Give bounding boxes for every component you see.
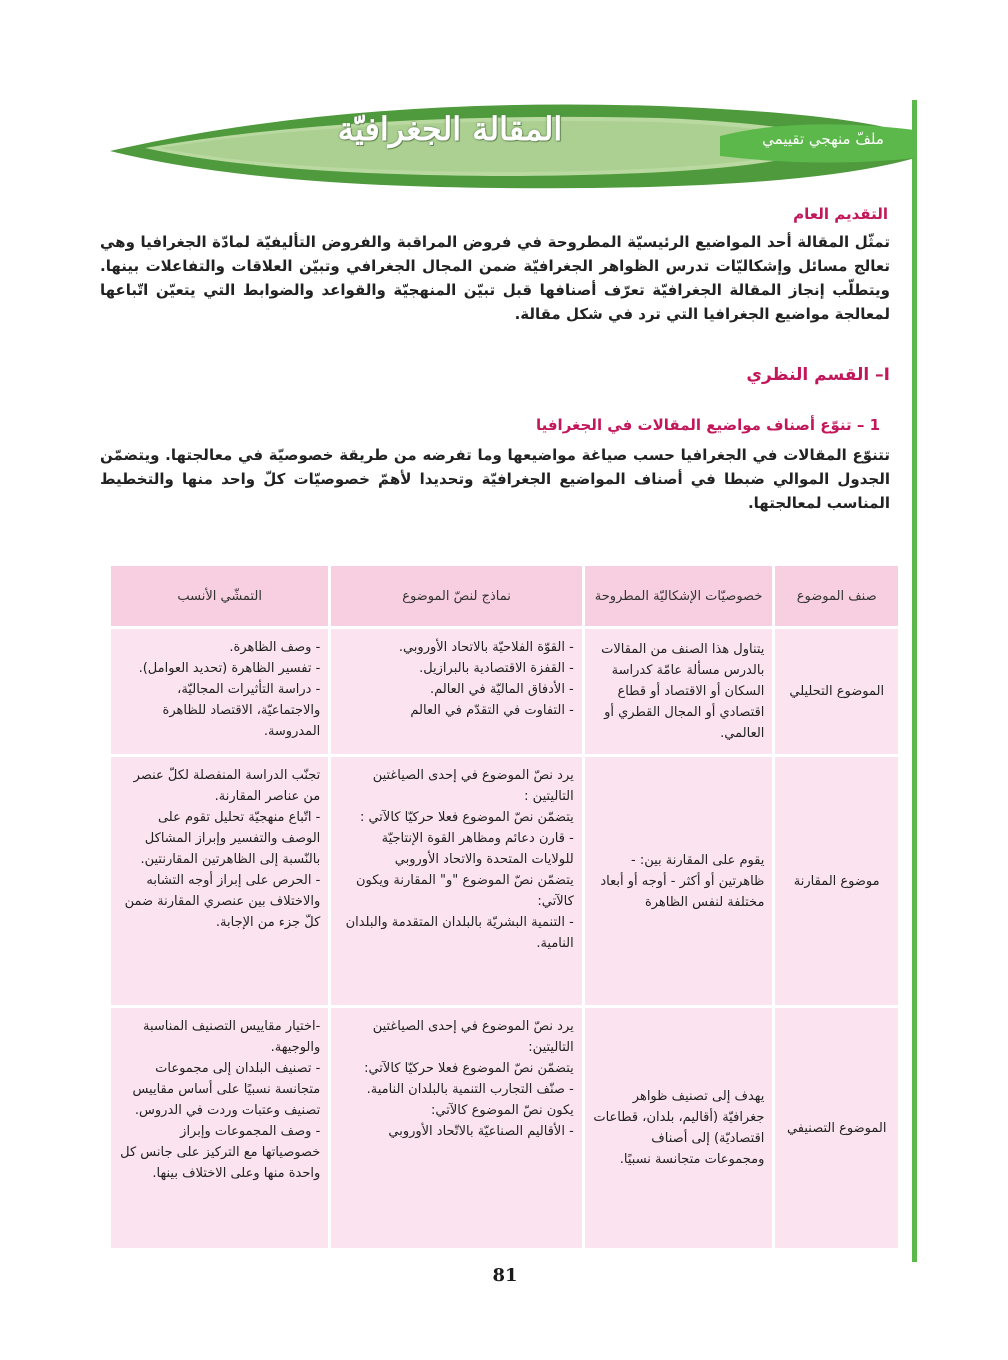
list-item: - صنّف التجارب التنمية بالبلدان النامية. [366, 1082, 574, 1097]
essay-types-table [108, 563, 901, 1251]
list-item: - الحرص على إبراز أوجه التشابه والاختلاف بين عنصري المقارنة ضمن كلّ جزء من الإجابة. [124, 873, 321, 930]
cell-spec: يتناول هذا الصنف من المقالات بالدرس مسألة عامّة كدراسة السكان أو الاقتصاد أو قطاع اقتصادي أو المجال القطري أو العالمي. [585, 629, 773, 754]
side-green-rule [912, 100, 917, 1262]
list-item: - تفسير الظاهرة (تحديد العوامل). [138, 661, 321, 676]
list-item: -اختيار مقاييس التصنيف المناسبة والوجيهة. [143, 1019, 321, 1055]
cell-models [331, 1008, 581, 1248]
cell-type: الموضوع التحليلي [775, 629, 898, 754]
list-item: - اتّباع منهجيّة تحليل تقوم على الوصف والتفسير وإبراز المشاكل بالنّسبة إلى الظاهرتين المقارنتين. [140, 810, 321, 867]
list-item: - القفزة الاقتصادية بالبرازيل. [419, 661, 574, 676]
col-header-spec: خصوصيّات الإشكاليّة المطروحة [585, 566, 773, 626]
table-row [111, 757, 898, 1005]
list-item: يتضمّن نصّ الموضوع فعلا حركيّا كالآتي: [364, 1061, 574, 1076]
cell-spec: يهدف إلى تصنيف ظواهر جغرافيّة (أقاليم، بلدان، قطاعات اقتصاديّة) إلى أصناف ومجموعات متجانسة نسبيًا. [585, 1008, 773, 1248]
intro-heading: التقديم العام [793, 205, 888, 223]
list-item: يتضمّن نصّ الموضوع "و" المقارنة ويكون كالآتي: [355, 873, 574, 909]
cell-models [331, 757, 581, 1005]
section-heading: I– القسم النظري [746, 365, 890, 385]
list-item: - التفاوت في التقدّم في العالم [410, 703, 574, 718]
col-header-plan: التمشّي الأنسب [111, 566, 328, 626]
table-header-row [111, 566, 898, 626]
cell-models [331, 629, 581, 754]
list-item: يرد نصّ الموضوع في إحدى الصياغتين التاليتين: [372, 1019, 574, 1055]
list-item: - دراسة التأثيرات المجاليّة، والاجتماعيّة، الاقتصاد للظاهرة المدروسة. [162, 682, 321, 739]
list-item: - قارن دعائم ومظاهر القوة الإنتاجيّة للولايات المتحدة والاتحاد الأوروبي [381, 831, 574, 867]
list-item: - تصنيف البلدان إلى مجموعات متجانسة نسبيًا على أساس مقاييس تصنيف وعتبات وردت في الدروس. [132, 1061, 321, 1118]
list-item: يكون نصّ الموضوع كالآتي: [431, 1103, 574, 1118]
table-row [111, 629, 898, 754]
cell-type: موضوع المقارنة [775, 757, 898, 1005]
list-item: - وصف الظاهرة. [229, 640, 321, 655]
section-tag: ملفّ منهجي تقييمي [762, 130, 884, 148]
page-title: المقالة الجغرافيّة [337, 110, 563, 148]
col-header-type: صنف الموضوع [775, 566, 898, 626]
cell-plan [111, 1008, 328, 1248]
table-row [111, 1008, 898, 1248]
cell-plan [111, 629, 328, 754]
list-item: - التنمية البشريّة بالبلدان المتقدمة والبلدان النامية. [345, 915, 574, 951]
cell-plan [111, 757, 328, 1005]
list-item: - الأقاليم الصناعيّة بالاتّحاد الأوروبي [388, 1124, 574, 1139]
section-paragraph: تتنوّع المقالات في الجغرافيا حسب صياغة مواضيعها وما تفرضه من طريقة خصوصيّة في معالجتها. ويتضمّن الجدول الموالي ضبطا في أصناف المواضيع الجغرافيّة وتحديدا لأهمّ خصوصيّات كلّ واحد منها والتخطيط المناسب لمعالجتها. [100, 446, 890, 512]
cell-type: الموضوع التصنيفي [775, 1008, 898, 1248]
col-header-models: نماذج لنصّ الموضوع [331, 566, 581, 626]
cell-spec: يقوم على المقارنة بين: - ظاهرتين أو أكثر - أوجه أو أبعاد مختلفة لنفس الظاهرة [585, 757, 773, 1005]
list-item: - القوّة الفلاحيّة بالاتحاد الأوروبي. [398, 640, 574, 655]
list-item: تجنّب الدراسة المنفصلة لكلّ عنصر من عناصر المقارنة. [133, 768, 321, 804]
list-item: - الأدفاق الماليّة في العالم. [429, 682, 574, 697]
list-item: يتضمّن نصّ الموضوع فعلا حركيّا كالآتي : [359, 810, 574, 825]
list-item: يرد نصّ الموضوع في إحدى الصياغتين التاليتين : [372, 768, 574, 804]
sub-heading: 1 – تنوّع أصناف مواضيع المقالات في الجغرافيا [535, 416, 880, 434]
list-item: - وصف المجموعات وإبراز خصوصياتها مع التركيز على جانس كل واحدة منها وعلى الاختلاف بينها. [120, 1124, 321, 1181]
intro-paragraph: تمثّل المقالة أحد المواضيع الرئيسيّة المطروحة في فروض المراقبة والفروض التأليفيّة لمادّة الجغرافيا وهي تعالج مسائل وإشكاليّات تدرس الظواهر الجغرافيّة ضمن المجال الجغرافي وتبيّن العلاقات والتفاعلات بينها. ويتطلّب إنجاز المقالة الجغرافيّة تعرّف أصنافها قبل تبيّن المنهجيّة والقواعد والضوابط التي يتعيّن اتّباعها لمعالجة مواضيع الجغرافيا التي ترد في شكل مقالة. [100, 233, 890, 323]
page-number: 81 [492, 1265, 518, 1286]
